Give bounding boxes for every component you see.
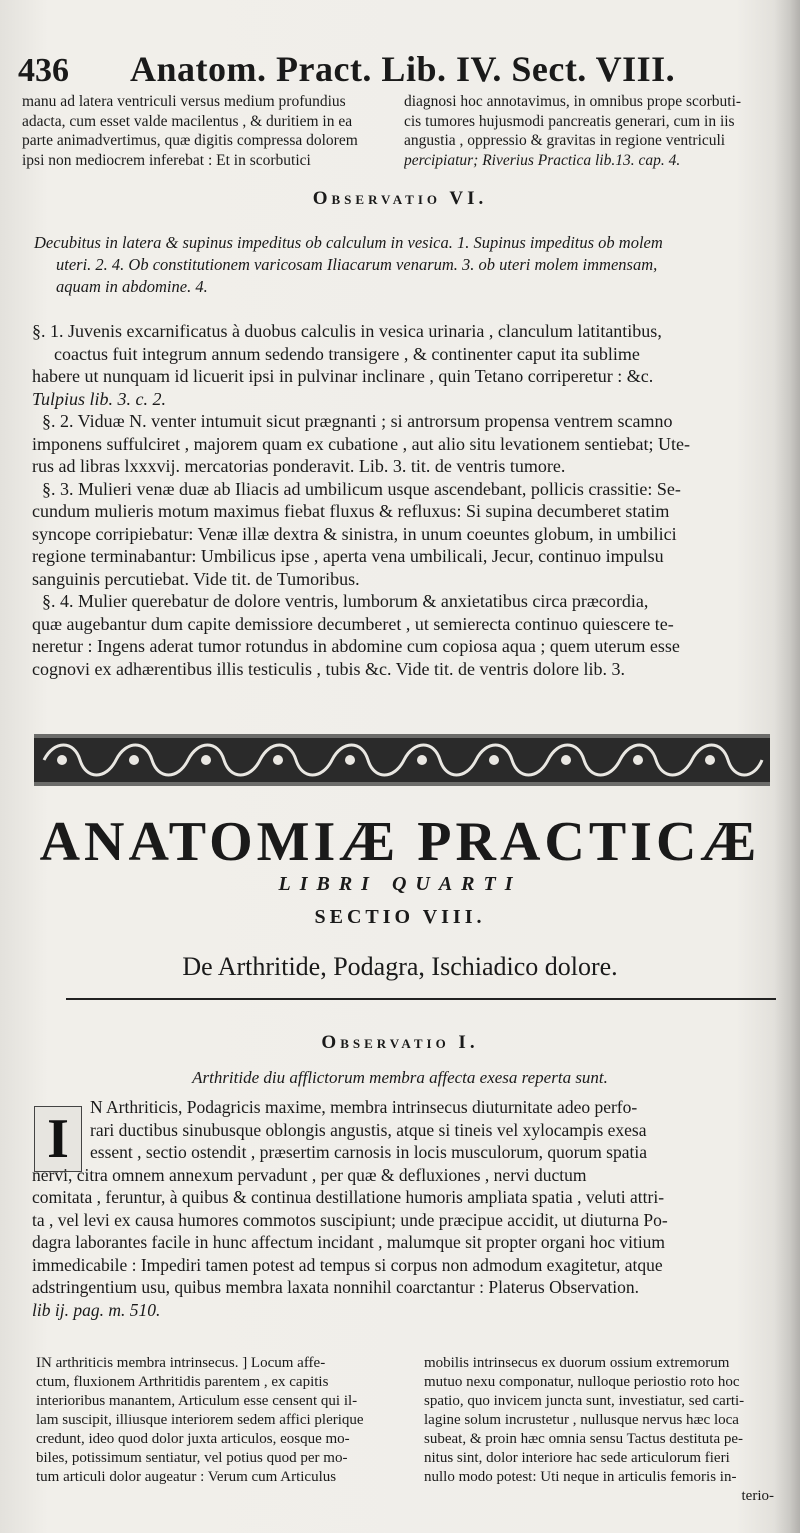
text-line: rus ad libras lxxxvij. mercatorias ponderavit. Lib. 3. tit. de ventris tumore. — [32, 456, 566, 476]
top-left-column — [22, 92, 400, 170]
section-sectio: SECTIO VIII. — [314, 906, 486, 928]
text-line: §. 2. Viduæ N. venter intumuit sicut prægnanti ; si antrorsum propensa ventrem scamno — [42, 411, 673, 431]
text-line: ipsi non mediocrem inferebat : Et in scorbutici — [22, 151, 311, 169]
text-line: lib ij. pag. m. 510. — [32, 1299, 161, 1320]
text-line: comitata , feruntur, à quibus & continua destillatione humoris ampliata spatia , veluti attri- — [32, 1187, 665, 1207]
text-line: spatio, quo invicem juncta sunt, investiatur, sed carti- — [424, 1393, 745, 1409]
text-line: coactus fuit integrum annum sedendo transigere , & continenter caput ita sublime — [54, 343, 640, 364]
summary-line: aquam in abdomine. 4. — [56, 277, 208, 296]
text-line: essent , sectio ostendit , præsertim carnosis in locis musculorum, quorum spatia — [90, 1142, 648, 1162]
text-line: nervi, citra omnem annexum pervadunt , per quæ & defluxiones , nervi ductum — [32, 1164, 587, 1185]
text-line: §. 3. Mulieri venæ duæ ab Iliacis ad umbilicum usque ascendebant, pollicis crassitie: Se- — [42, 478, 681, 499]
observatio-heading: Observatio VI. — [312, 188, 488, 209]
text-line: immedicabile : Impediri tamen potest ad tempus si corpus non admodum exagitetur, atque — [32, 1254, 663, 1275]
text-line: §. 1. Juvenis excarnificatus à duobus calculis in vesica urinaria , clanculum latitantibus, — [32, 321, 662, 341]
text-line: manu ad latera ventriculi versus medium profundius — [22, 93, 346, 110]
text-line: mobilis intrinsecus ex duorum ossium extremorum — [424, 1355, 730, 1371]
observatio-summary — [34, 232, 774, 298]
text-line: N Arthriticis, Podagricis maxime, membra intrinsecus diuturnitate adeo perfo- — [90, 1097, 638, 1117]
text-line: ctum, fluxionem Arthritidis parentem , ex capitis — [36, 1374, 329, 1390]
text-line: mutuo nexu componatur, nulloque periostio roto hoc — [424, 1374, 740, 1390]
text-line: regione terminabantur: Umbilicus ipse , aperta vena umbilicali, Jecur, continuo impulsu — [32, 546, 664, 566]
text-line: cis tumores hujusmodi pancreatis generari, cum in iis — [404, 112, 735, 130]
text-line: percipiatur; Riverius Practica lib.13. cap. 4. — [404, 151, 681, 169]
summary-line: Decubitus in latera & supinus impeditus ob calculum in vesica. 1. Supinus impeditus ob molem — [34, 233, 663, 252]
text-line: subeat, & proin hæc omnia sensu Tactus destituta pe- — [424, 1431, 744, 1447]
initial-letter: I — [47, 1108, 69, 1170]
text-line: cundum mulieris motum maximus fiebat fluxus & refluxus: Si supina decumberet statim — [32, 501, 670, 521]
paragraph-2 — [32, 410, 772, 478]
horizontal-rule — [66, 998, 776, 1000]
summary-line: uteri. 2. 4. Ob constitutionem varicosam Iliacarum venarum. 3. ob uteri molem immensam, — [56, 255, 658, 274]
paragraph-1 — [32, 320, 772, 410]
catchword: terio- — [741, 1488, 774, 1504]
text-line: quæ augebantur dum capite demissiore decumberet , ut semierecta continuo quiescere te- — [32, 613, 674, 634]
text-line: syncope corripiebatur: Venæ illæ dextra & sinistra, in unum coeuntes globum, in umbilici — [32, 523, 677, 544]
text-line: §. 4. Mulier querebatur de dolore ventris, lumborum & anxietatibus circa præcordia, — [42, 591, 649, 611]
bottom-right-column — [424, 1354, 778, 1506]
text-line: diagnosi hoc annotavimus, in omnibus prope scorbuti- — [404, 93, 742, 110]
ornament-band — [34, 732, 770, 788]
running-title: Anatom. Pract. Lib. IV. Sect. VIII. — [130, 49, 676, 89]
top-right-column — [404, 92, 776, 170]
text-line: nullo modo potest: Uti neque in articulis femoris in- — [424, 1469, 737, 1485]
section-subject: De Arthritide, Podagra, Ischiadico dolore. — [182, 952, 618, 981]
observatio-heading: Observatio I. — [321, 1032, 479, 1053]
text-line: cognovi ex adhærentibus illis testiculis , tubis &c. Vide tit. de ventris dolore lib. 3. — [32, 658, 626, 679]
section-libri: LIBRI QUARTI — [278, 873, 522, 895]
observatio-summary: Arthritide diu afflictorum membra affecta exesa reperta sunt. — [192, 1068, 608, 1087]
text-line: IN arthriticis membra intrinsecus. ] Locum affe- — [36, 1355, 326, 1371]
text-line: tum articuli dolor augeatur : Verum cum Articulus — [36, 1469, 337, 1485]
bottom-left-column — [36, 1354, 416, 1487]
paragraph-3 — [32, 478, 772, 591]
text-line: nitus sint, dolor interiore hac sede articulorum fieri — [424, 1450, 730, 1466]
text-line: neretur : Ingens aderat tumor rotundus in abdomine cum copiosa aqua ; quem uterum esse — [32, 636, 680, 656]
text-line: adstringentium usu, quibus membra laxata nonnihil coarctantur : Platerus Observation. — [32, 1277, 640, 1297]
observatio-body — [32, 1096, 780, 1321]
text-line: ta , vel levi ex causa humores commotos suscipiunt; unde præcipue accidit, ut diuturna Po- — [32, 1209, 668, 1230]
text-line: parte animadvertimus, quæ digitis compressa dolorem — [22, 132, 358, 149]
text-line: credunt, ideo quod dolor juxta articulos, eosque mo- — [36, 1431, 350, 1447]
text-line: adacta, cum esset valde macilentus , & duritiem in ea — [22, 112, 353, 130]
text-line: lam suscipit, illiusque interiorem sedem affici plerique — [36, 1412, 364, 1428]
text-line: lagine solum incrustetur , nullusque nervus hæc loca — [424, 1412, 739, 1428]
text-line: Tulpius lib. 3. c. 2. — [32, 388, 167, 409]
text-line: interioribus manantem, Articulum esse censent qui il- — [36, 1393, 358, 1409]
text-line: habere ut nunquam id licuerit ipsi in pulvinar inclinare , quin Tetano corriperetur : &c. — [32, 366, 654, 386]
observatio-body — [32, 320, 772, 680]
text-line: imponens suffulciret , majorem quam ex cubatione , aut alio situ levationem sentiebat; Ute- — [32, 433, 690, 454]
page-number: 436 — [18, 52, 69, 89]
text-line: sanguinis percutiebat. Vide tit. de Tumoribus. — [32, 568, 360, 589]
running-head — [18, 44, 778, 98]
text-line: biles, potissimum sentiatur, vel potius quod per mo- — [36, 1450, 348, 1466]
text-line: rari ductibus sinubusque oblongis angustis, atque si tineis vel xylocampis exesa — [90, 1119, 647, 1140]
text-line: dagra laborantes facile in hunc affectum incidant , malumque sit propter organi hoc vitium — [32, 1232, 666, 1252]
paragraph-4 — [32, 590, 772, 680]
section-main-title: ANATOMIÆ PRACTICÆ — [39, 811, 761, 873]
text-line: angustia , oppressio & gravitas in regione ventriculi — [404, 132, 726, 149]
